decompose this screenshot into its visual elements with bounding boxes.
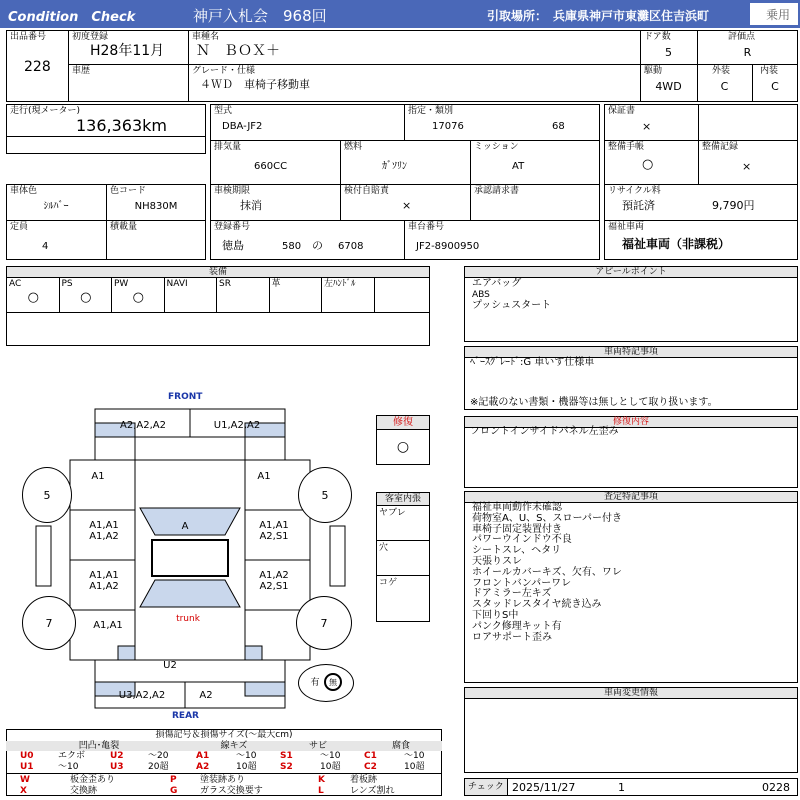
- damage-quarter-left: A1,A1: [93, 620, 123, 631]
- inspection-notes-title: 査定特記事項: [465, 492, 797, 503]
- capacity-label: 定員: [10, 222, 29, 232]
- legend-mark-desc: 着板跡: [350, 775, 378, 785]
- load-label: 積載量: [110, 222, 138, 232]
- mileage-value: 136,363km: [76, 116, 168, 135]
- legend-desc: ～20: [148, 751, 169, 761]
- color-code-label: 色コード: [110, 186, 147, 196]
- warranty-value: ×: [642, 120, 652, 133]
- category-value: 68: [552, 121, 565, 132]
- appeal-list: [472, 279, 551, 311]
- equipment-label: 革: [271, 279, 281, 289]
- model-value: DBA-JF2: [222, 121, 263, 132]
- drive-label: 駆動: [644, 66, 663, 76]
- doors-label: ドア数: [644, 32, 671, 42]
- equipment-sr-cell: [217, 278, 270, 312]
- note-item: 車椅子固定装置付き: [472, 523, 562, 535]
- manual-label: 整備手帳: [608, 142, 645, 152]
- inspection-label: 車検期限: [214, 186, 251, 196]
- legend-code: C2: [364, 762, 377, 772]
- auction-title: 神戸入札会 968回: [193, 7, 327, 25]
- legend-mark-code: L: [318, 786, 324, 796]
- recycle-status: 預託済: [622, 199, 655, 212]
- check-label: チェック: [468, 782, 504, 792]
- legend-mark-desc: 塗装跡あり: [200, 775, 246, 785]
- legend-group-name: サビ: [276, 741, 360, 751]
- designation-label: 指定・類別: [408, 106, 454, 116]
- equipment--cell: [270, 278, 323, 312]
- damage-rear-door-right: A1,A2 A2,S1: [259, 570, 289, 592]
- damage-front-door-left: A1,A1 A1,A2: [89, 520, 119, 542]
- interior-value: C: [771, 80, 779, 93]
- legend-code: C1: [364, 751, 377, 761]
- note-item: パワーウインドウ不良: [472, 534, 572, 546]
- damage-fender-left: A1: [91, 471, 105, 482]
- car-name-label: 車種名: [192, 32, 220, 42]
- legend-desc: 10超: [320, 762, 341, 772]
- legend-mark-code: G: [170, 786, 178, 796]
- equipment-label: 左ﾊﾝﾄﾞﾙ: [324, 279, 356, 289]
- chassis-value: JF2-8900950: [416, 241, 480, 252]
- approval-label: 承認請求書: [474, 186, 520, 196]
- reg-kana: の: [312, 239, 323, 252]
- legend-mark-code: P: [170, 775, 177, 785]
- exterior-value: C: [720, 80, 729, 93]
- chassis-label: 車台番号: [408, 222, 445, 232]
- pickup-label: 引取場所：: [487, 9, 548, 23]
- tire-front-left: 5: [22, 467, 72, 523]
- legend-desc: 10超: [404, 762, 425, 772]
- repair-content-value: フロントインサイドパネル左歪み: [470, 426, 619, 437]
- color-code-value: NH830M: [134, 201, 178, 212]
- equipment-value: ○: [132, 290, 144, 305]
- transmission-label: ミッション: [474, 142, 519, 152]
- displacement-label: 排気量: [214, 142, 242, 152]
- legend-group-name: 線キズ: [192, 741, 276, 751]
- condition-check-title: Condition Check: [8, 10, 136, 25]
- legend-desc: 10超: [236, 762, 257, 772]
- legend-code: S2: [280, 762, 293, 772]
- note-item: 下回りS中: [472, 609, 519, 621]
- model-label: 型式: [214, 106, 233, 116]
- special-line: ﾍﾞｰｽｸﾞﾚｰﾄﾞ:G 車いす仕様車: [470, 357, 595, 368]
- equipment-label: NAVI: [166, 279, 188, 289]
- fuel-label: 燃料: [344, 142, 363, 152]
- equipment-ac-cell: [7, 278, 60, 312]
- appeal-item: エアバッグ: [472, 278, 522, 289]
- tire-rear-right: 7: [296, 596, 352, 650]
- legend-desc: ～10: [404, 751, 425, 761]
- note-item: ロアサポート歪み: [472, 631, 552, 643]
- spare-icon: 無: [324, 673, 342, 691]
- color-label: 車体色: [10, 186, 38, 196]
- tire-front-right: 5: [298, 467, 352, 523]
- legend-group-name: 腐食: [360, 741, 442, 751]
- equipment-label: PS: [61, 279, 73, 289]
- exterior-label: 外装: [712, 66, 731, 76]
- legend-code: A2: [196, 762, 210, 772]
- note-item: ホイールカバーキズ、欠有、ワレ: [472, 566, 622, 578]
- interior-label: 内装: [760, 66, 779, 76]
- damage-fender-right: A1: [257, 471, 271, 482]
- model-block: [210, 104, 600, 260]
- mileage-label: 走行(現メーター): [10, 106, 81, 116]
- legend-mark-code: K: [318, 775, 325, 785]
- car-name-value: Ｎ ＢＯＸ＋: [196, 43, 280, 59]
- check-code: 0228: [762, 781, 790, 794]
- damage-front-bumper-right: U1,A2,A2: [213, 420, 261, 431]
- legend-desc: ～10: [320, 751, 341, 761]
- note-item: スタッドレスタイヤ続き込み: [472, 599, 602, 611]
- note-item: シートスレ、ヘタリ: [472, 545, 562, 557]
- repair-value: ○: [396, 439, 410, 455]
- tire-rear-left: 7: [22, 596, 76, 650]
- check-date: 2025/11/27: [512, 781, 576, 794]
- reg-class: 580: [282, 241, 302, 252]
- note-item: パンク修理キット有: [472, 620, 562, 632]
- capacity-value: 4: [42, 241, 49, 252]
- legend-desc: 20超: [148, 762, 169, 772]
- legend-mark-desc: ガラス交換要す: [200, 786, 263, 796]
- change-info-block: [464, 687, 798, 773]
- welfare-value: 福祉車両（非課税）: [622, 237, 731, 251]
- color-value: ｼﾙﾊﾞｰ: [43, 201, 69, 212]
- first-reg-value: H28年11月: [90, 43, 165, 59]
- legend-code: U1: [20, 762, 34, 772]
- rear-label: REAR: [172, 711, 199, 721]
- check-count: 1: [618, 781, 625, 794]
- reg-region: 徳島: [222, 239, 244, 252]
- doors-value: 5: [665, 46, 672, 59]
- legend-code: S1: [280, 751, 293, 761]
- grade-value: ４ＷＤ 車椅子移動車: [200, 78, 310, 91]
- legend-mark-desc: レンズ割れ: [350, 786, 395, 796]
- cabin-title: 客室内張: [377, 493, 429, 506]
- grade-score-value: R: [743, 46, 752, 59]
- repair-title: 修復: [377, 416, 429, 430]
- special-title: 車両特記事項: [465, 347, 797, 358]
- cabin-row: コゲ: [379, 578, 398, 588]
- legend-desc: ～10: [58, 762, 79, 772]
- welfare-label: 福祉車両: [608, 222, 645, 232]
- legend-desc: エクボ: [58, 751, 86, 761]
- equipment--cell: [322, 278, 375, 312]
- pickup-location: 兵庫県神戸市東灘区住吉浜町: [553, 9, 710, 23]
- lot-label: 出品番号: [10, 32, 47, 42]
- legend-mark-desc: 交換跡: [70, 786, 98, 796]
- spare-label: 有: [310, 678, 320, 688]
- damage-rear-door-left: A1,A1 A1,A2: [89, 570, 119, 592]
- equipment-pw-cell: [112, 278, 165, 312]
- lot-value: 228: [24, 59, 51, 75]
- recycle-label: リサイクル料: [608, 186, 661, 196]
- trunk-label: trunk: [176, 614, 200, 624]
- damage-back-door: U2: [163, 660, 177, 671]
- recycle-amount: 9,790円: [712, 199, 755, 212]
- appeal-item: ABS: [472, 289, 490, 300]
- grade-score-label: 評価点: [728, 32, 756, 42]
- equipment-navi-cell: [165, 278, 218, 312]
- self-insp-value: ×: [402, 199, 412, 212]
- legend-code: U3: [110, 762, 124, 772]
- self-insp-label: 検付自賠責: [344, 186, 390, 196]
- note-item: ドアミラー左キズ: [472, 588, 552, 600]
- change-info-title: 車両変更情報: [465, 688, 797, 699]
- repair-content-title: 修復内容: [465, 417, 797, 428]
- note-item: 荷物室A、U、S、スローパー付き: [472, 512, 623, 524]
- inspection-value: 抹消: [240, 199, 262, 212]
- reg-number: 6708: [338, 241, 364, 252]
- fuel-value: ｶﾞｿﾘﾝ: [382, 161, 407, 172]
- equipment-label: SR: [219, 279, 231, 289]
- front-label: FRONT: [168, 392, 203, 402]
- manual-value: ○: [642, 157, 654, 172]
- drive-value: 4WD: [655, 80, 682, 93]
- legend-group-name: 凹凸･亀裂: [6, 741, 192, 751]
- damage-rear-bumper-left: U3,A2,A2: [118, 690, 166, 701]
- note-item: フロントバンパーワレ: [472, 577, 572, 589]
- displacement-value: 660CC: [254, 161, 288, 172]
- reg-no-label: 登録番号: [214, 222, 251, 232]
- damage-front-door-right: A1,A1 A2,S1: [259, 520, 289, 542]
- equipment-label: AC: [9, 279, 22, 289]
- legend-mark-desc: 板金歪あり: [70, 775, 116, 785]
- equipment-ps-cell: [60, 278, 113, 312]
- vehicle-use-label: 乗用: [766, 8, 791, 22]
- cabin-row: 穴: [379, 543, 389, 553]
- damage-hood: A: [181, 521, 189, 532]
- history-label: 車歴: [72, 66, 91, 76]
- record-value: ×: [742, 160, 752, 173]
- first-reg-label: 初度登録: [72, 32, 109, 42]
- equipment-value: ○: [80, 290, 92, 305]
- transmission-value: AT: [512, 161, 525, 172]
- legend-title: 損傷記号＆損傷サイズ(～最大cm): [155, 730, 293, 740]
- note-item: 福祉車両動作未確認: [472, 502, 562, 513]
- designation-value: 17076: [432, 121, 464, 132]
- note-item: 天張りスレ: [472, 555, 522, 567]
- grade-label: グレード・仕様: [192, 66, 256, 76]
- appeal-item: プッシュスタート: [472, 299, 552, 311]
- equipment-title: 装備: [7, 267, 429, 278]
- equipment-label: PW: [114, 279, 129, 289]
- appeal-title: アピールポイント: [465, 267, 797, 278]
- damage-front-bumper-left: A2,A2,A2: [120, 420, 166, 431]
- record-label: 整備記録: [702, 142, 739, 152]
- inspection-notes-list: [472, 503, 622, 643]
- damage-rear-bumper-right: A2: [199, 690, 213, 701]
- legend-mark-code: W: [20, 775, 30, 785]
- special-note: ※記載のない書類・機器等は無しとして取り扱います。: [470, 397, 718, 408]
- legend-mark-code: X: [20, 786, 27, 796]
- cabin-row: ヤブレ: [379, 508, 406, 518]
- legend-code: A1: [196, 751, 210, 761]
- legend-code: U2: [110, 751, 124, 761]
- legend-code: U0: [20, 751, 34, 761]
- legend-desc: ～10: [236, 751, 257, 761]
- equipment-value: ○: [27, 290, 39, 305]
- warranty-label: 保証書: [608, 106, 636, 116]
